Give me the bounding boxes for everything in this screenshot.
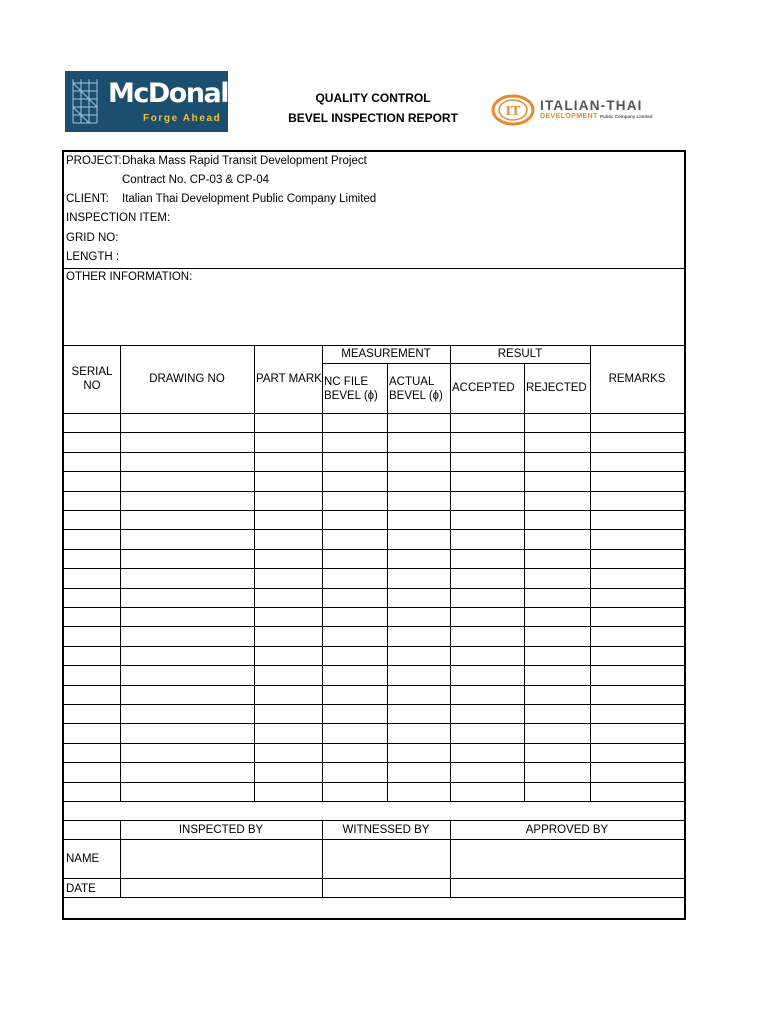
table-row [64, 568, 684, 569]
table-row [64, 588, 684, 589]
group-header-line [322, 363, 590, 364]
rejected-header: REJECTED [526, 382, 587, 394]
report-title [250, 88, 496, 128]
table-row [64, 762, 684, 763]
signoff-top-line [64, 820, 684, 821]
serial-no-header [64, 365, 120, 393]
table-row [64, 685, 684, 686]
nc-file-bevel-header [324, 375, 378, 403]
col-line [254, 345, 255, 801]
signoff-date-line [64, 897, 684, 898]
table-row [64, 471, 684, 472]
mcdonald-logo [65, 71, 246, 132]
table-row [64, 549, 684, 550]
nc-header-line1: NC FILE [324, 376, 369, 388]
italian-thai-sub-small: Public Company Limited [600, 114, 653, 119]
col-line [387, 363, 388, 801]
length-label: LENGTH : [66, 251, 120, 263]
it-mark-text: IT [505, 104, 521, 119]
italian-thai-logo-name: ITALIAN-THAI [540, 98, 643, 113]
italian-thai-logo-sub [540, 113, 653, 120]
client-row [66, 190, 376, 209]
col-line [590, 345, 591, 801]
col-line [450, 345, 451, 801]
table-row [64, 801, 684, 802]
inspected-by-header: INSPECTED BY [178, 824, 264, 836]
table-row [64, 510, 684, 511]
mcdonald-logo-tagline: Forge Ahead [143, 113, 222, 124]
mcdonald-logo-name: McDonald [108, 78, 246, 109]
nc-header-line2: BEVEL (ɸ) [324, 390, 378, 402]
scaffold-grid-icon [71, 77, 101, 125]
table-row [64, 723, 684, 724]
col-line [524, 363, 525, 801]
result-header: RESULT [497, 348, 543, 360]
table-top-line [64, 345, 684, 346]
table-row [64, 782, 684, 783]
table-row [64, 452, 684, 453]
actual-bevel-header [389, 375, 443, 403]
project-label: PROJECT: [66, 155, 122, 167]
contract-value: Contract No. CP-03 & CP-04 [122, 174, 270, 186]
serial-header-line1: SERIAL [71, 366, 113, 378]
measurement-header: MEASUREMENT [341, 348, 431, 360]
table-row [64, 529, 684, 530]
contract-row [66, 171, 269, 190]
accepted-header: ACCEPTED [452, 382, 515, 394]
table-row [64, 413, 684, 414]
title-line-2: BEVEL INSPECTION REPORT [288, 111, 458, 125]
drawing-no-header: DRAWING NO [149, 373, 225, 385]
client-value: Italian Thai Development Public Company Limited [122, 193, 377, 205]
table-row [64, 432, 684, 433]
signoff-header-line [64, 839, 684, 840]
actual-header-line2: BEVEL (ɸ) [389, 390, 443, 402]
inspection-form [62, 150, 686, 920]
signoff-name-line [64, 878, 684, 879]
inspection-item-label: INSPECTION ITEM: [66, 212, 171, 224]
table-row [64, 646, 684, 647]
project-row [66, 152, 367, 171]
title-line-1: QUALITY CONTROL [315, 91, 431, 105]
date-label: DATE [66, 883, 96, 895]
table-row [64, 491, 684, 492]
witnessed-by-header: WITNESSED BY [342, 824, 430, 836]
col-line [322, 345, 323, 801]
col-line [120, 345, 121, 801]
it-circle-icon [490, 94, 536, 126]
table-row [64, 626, 684, 627]
italian-thai-sub-word: DEVELOPMENT [540, 113, 598, 120]
table-row [64, 665, 684, 666]
other-information-label: OTHER INFORMATION: [66, 271, 193, 283]
approved-by-header: APPROVED BY [525, 824, 609, 836]
serial-header-line2: NO [83, 380, 101, 392]
actual-header-line1: ACTUAL [389, 376, 435, 388]
table-row [64, 607, 684, 608]
project-value: Dhaka Mass Rapid Transit Development Project [122, 155, 367, 167]
table-row [64, 743, 684, 744]
part-mark-header: PART MARK [256, 373, 322, 385]
client-label: CLIENT: [66, 193, 109, 205]
remarks-header: REMARKS [608, 373, 666, 385]
name-label: NAME [66, 853, 100, 865]
grid-no-label: GRID NO: [66, 232, 119, 244]
italian-thai-logo [490, 94, 680, 128]
table-row [64, 704, 684, 705]
